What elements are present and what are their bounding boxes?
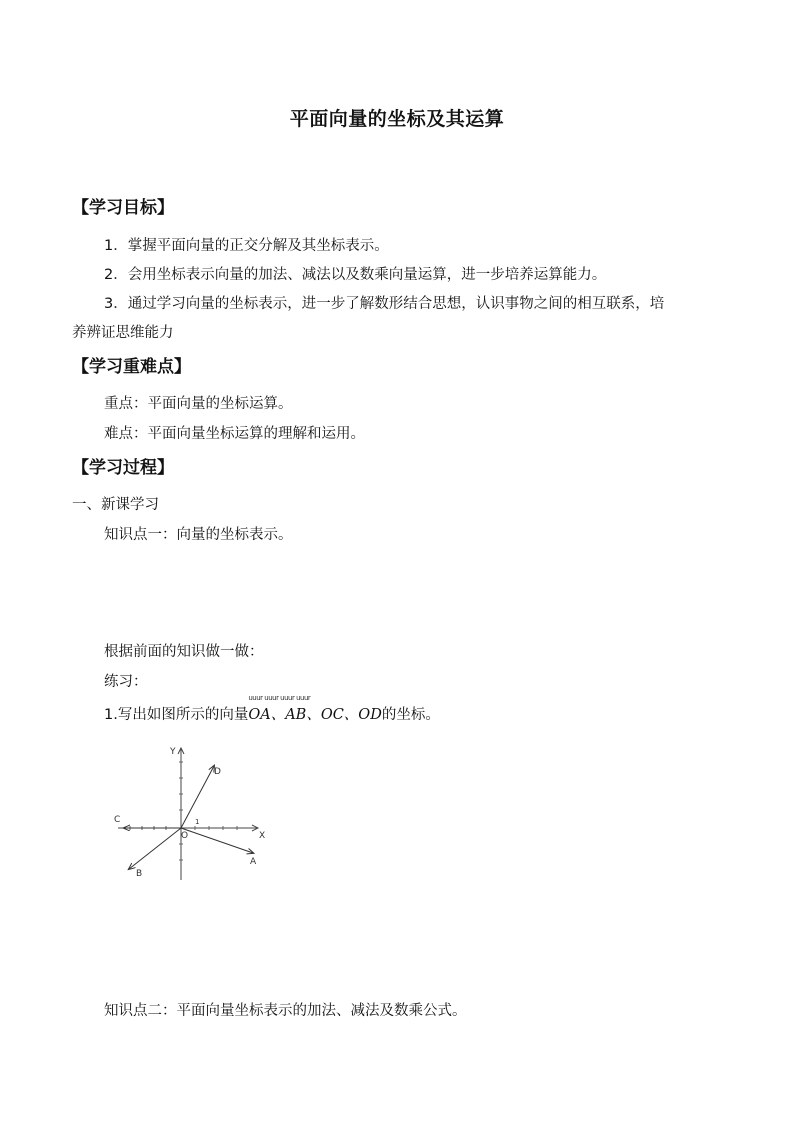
key-points-heading: 【学习重难点】	[72, 357, 191, 377]
knowledge-point-1: 知识点一：向量的坐标表示。	[104, 527, 293, 543]
point-b-label: B	[136, 869, 143, 879]
process-heading: 【学习过程】	[72, 458, 174, 478]
objective-item-3: 3．通过学习向量的坐标表示，进一步了解数形结合思想，认识事物之间的相互联系，培	[104, 296, 665, 312]
knowledge-point-2: 知识点二：平面向量坐标表示的加法、减法及数乘公式。	[104, 1003, 467, 1019]
origin-label: O	[181, 831, 189, 841]
vector-list	[248, 694, 382, 724]
point-d-label: D	[214, 767, 221, 777]
vector-names: OA、AB、OC、OD	[248, 707, 382, 723]
vector-oa	[181, 828, 253, 853]
question-1-prefix: 1.写出如图所示的向量	[104, 707, 249, 723]
objective-item-3-continued: 养辨证思维能力	[72, 325, 174, 341]
point-a-label: A	[250, 857, 257, 867]
point-c-label: C	[114, 815, 121, 825]
question-1-suffix: 的坐标。	[381, 707, 440, 723]
page-title: 平面向量的坐标及其运算	[289, 108, 505, 130]
objective-item-1: 1．掌握平面向量的正交分解及其坐标表示。	[104, 238, 389, 254]
objective-item-2: 2．会用坐标表示向量的加法、减法以及数乘向量运算，进一步培养运算能力。	[104, 267, 607, 283]
vector-arrows-icon: uuur uuur uuur uuur	[248, 694, 311, 702]
vector-coordinate-figure	[108, 742, 278, 884]
try-it-prompt: 根据前面的知识做一做：	[104, 644, 264, 660]
tick-one-label: 1	[195, 818, 200, 826]
y-axis-label: Y	[170, 747, 176, 757]
focus-point: 重点：平面向量的坐标运算。	[104, 396, 293, 412]
x-axis-label: X	[259, 831, 266, 841]
practice-label: 练习：	[104, 674, 148, 690]
difficulty-point: 难点：平面向量坐标运算的理解和运用。	[104, 426, 365, 442]
vector-ob	[129, 828, 181, 869]
question-1	[104, 694, 440, 724]
objectives-heading: 【学习目标】	[72, 198, 174, 218]
section-new-lesson: 一、新课学习	[72, 497, 159, 513]
